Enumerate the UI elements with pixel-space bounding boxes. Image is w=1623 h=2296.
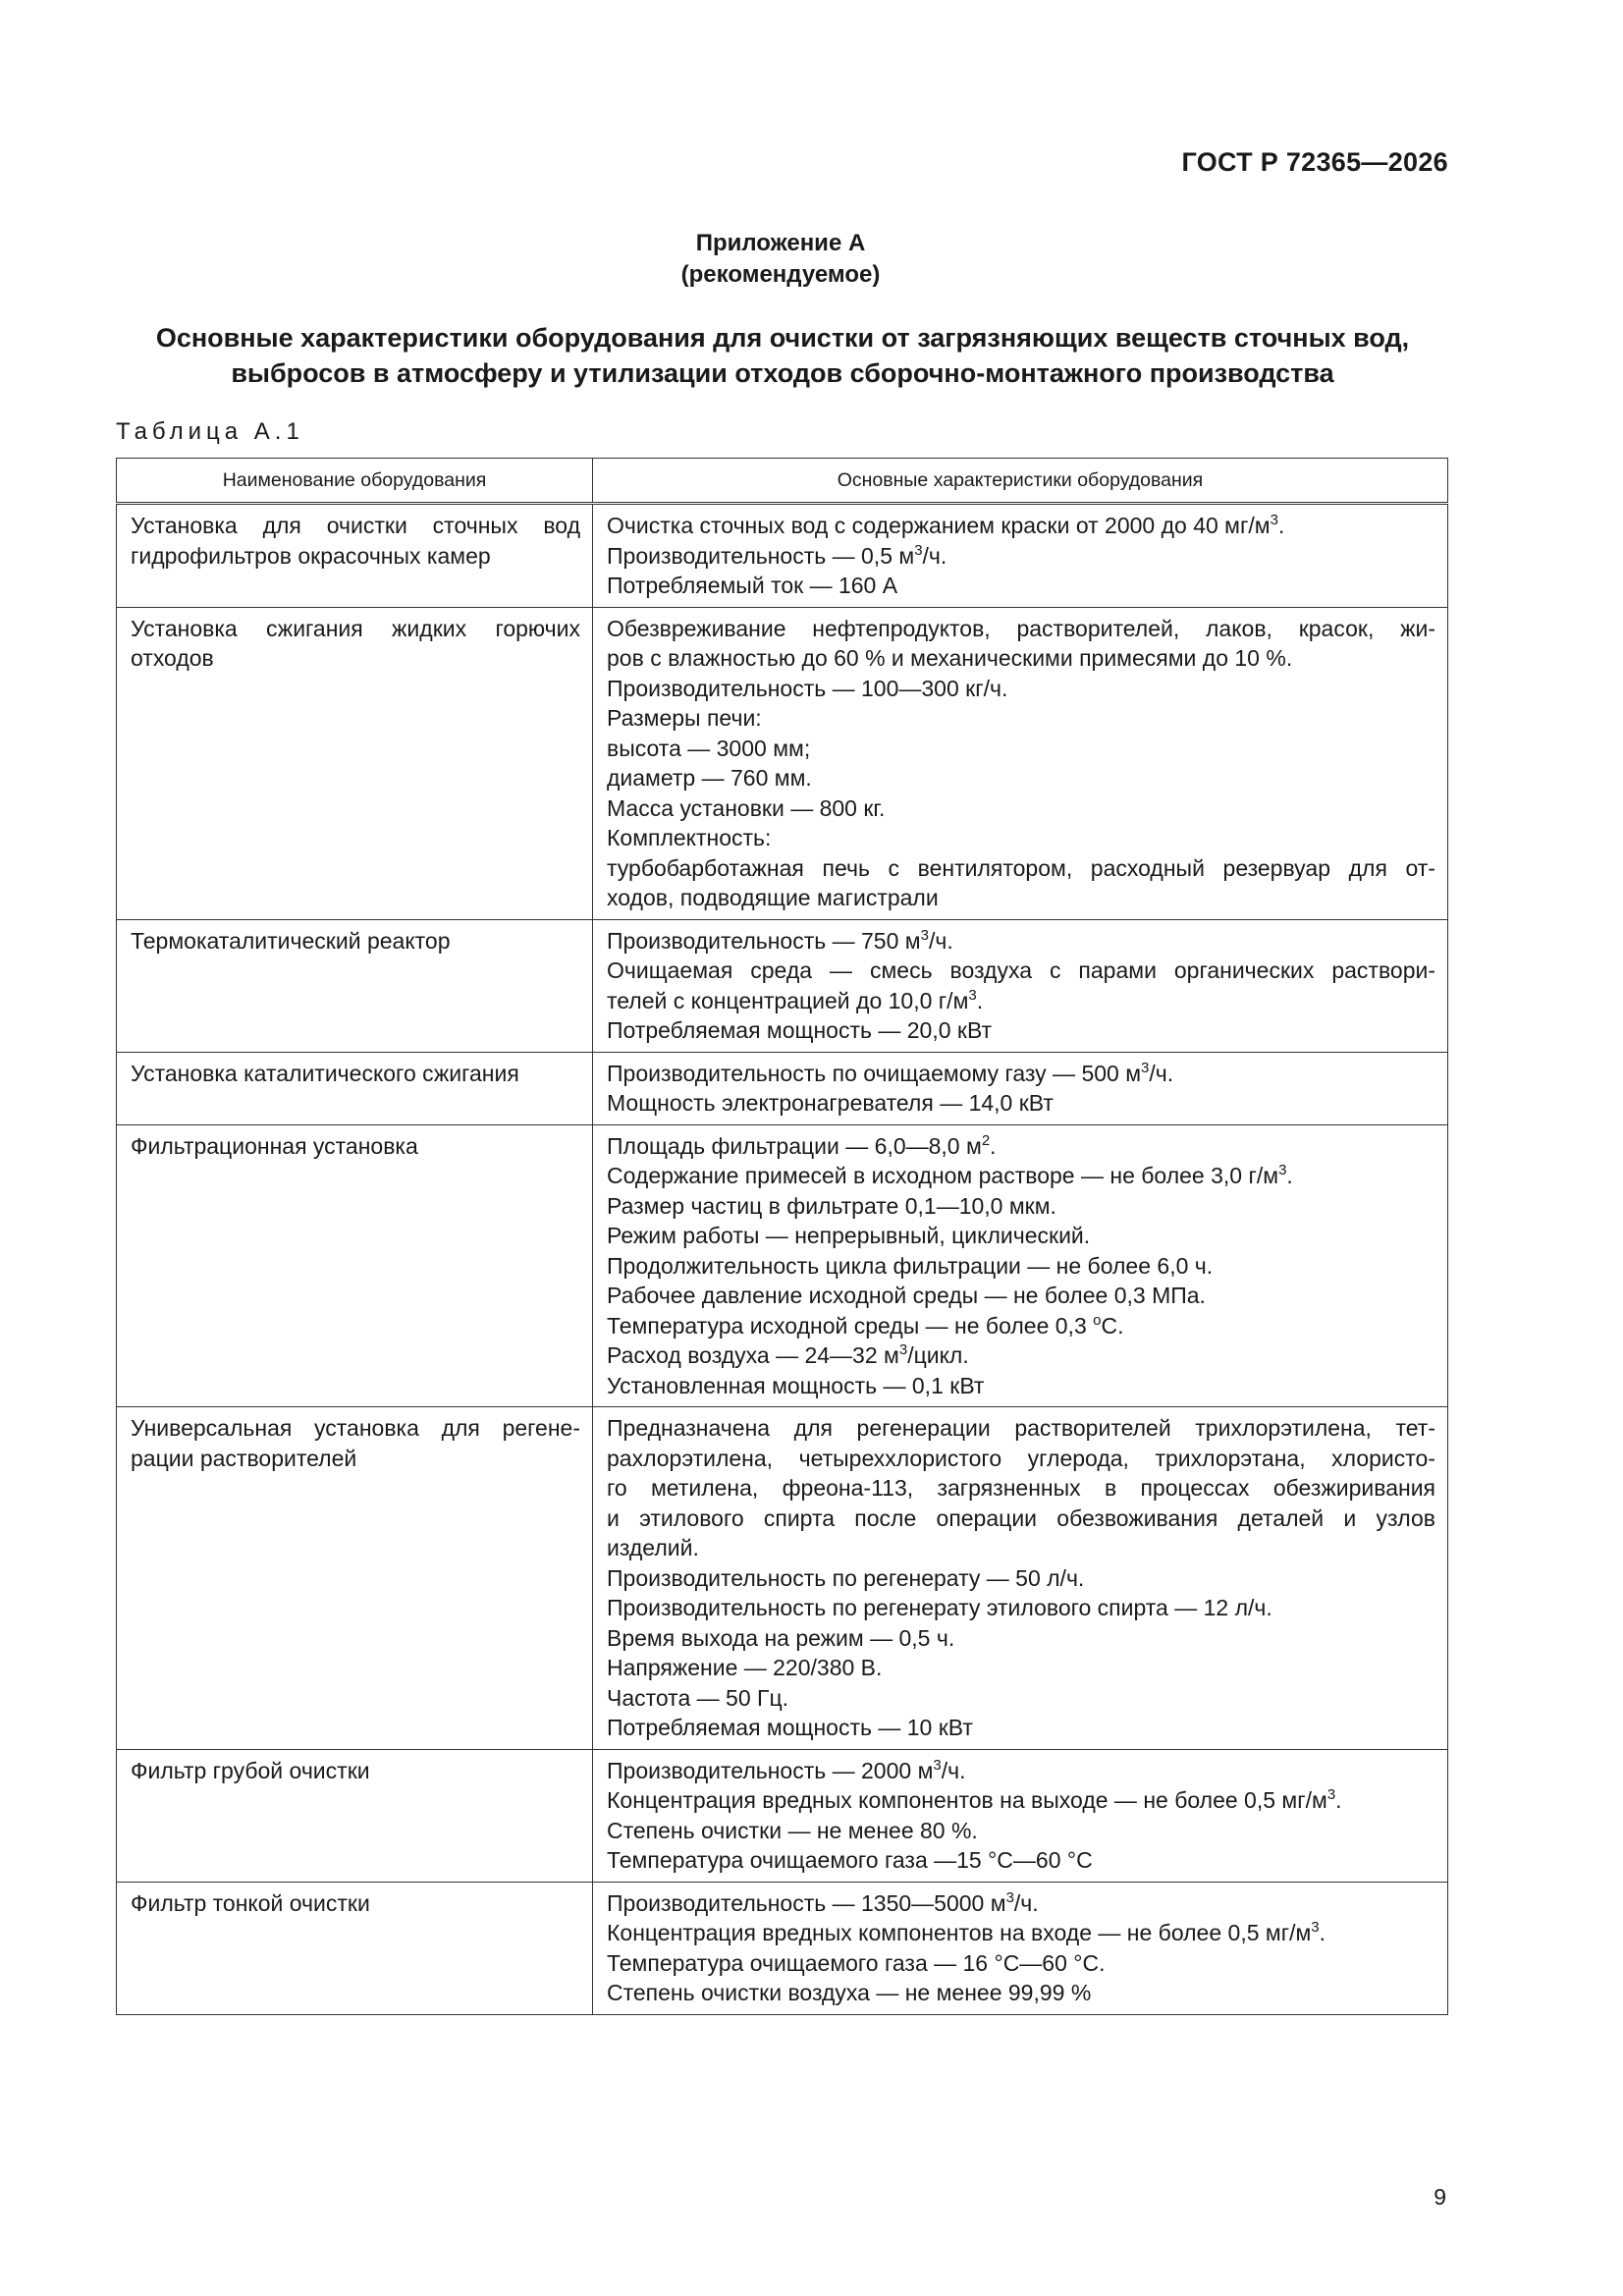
equipment-table <box>116 458 1448 2015</box>
characteristic-line <box>607 1413 1435 1444</box>
characteristic-text-tail: /ч. <box>1013 1889 1039 1916</box>
characteristic-text: Производительность — 100—300 кг/ч. <box>607 675 1008 701</box>
characteristic-text: Расход воздуха — 24—32 м <box>607 1342 899 1368</box>
characteristic-line <box>607 926 1435 957</box>
characteristic-text: Производительность — 750 м <box>607 927 921 954</box>
characteristic-text-tail: С. <box>1101 1312 1124 1339</box>
characteristic-text: и этилового спирта после операции обезвоживания деталей и узлов <box>607 1504 1435 1531</box>
unit-superscript: 2 <box>981 1131 991 1149</box>
characteristic-line <box>607 734 1435 764</box>
unit-superscript: 3 <box>898 1341 908 1358</box>
characteristic-line <box>607 986 1435 1016</box>
characteristic-text: Производительность — 1350—5000 м <box>607 1889 1006 1916</box>
characteristic-text: Обезвреживание нефтепродуктов, растворителей, лаков, красок, жи- <box>607 615 1435 641</box>
characteristic-line <box>607 1623 1435 1654</box>
characteristic-line <box>607 1191 1435 1222</box>
appendix-heading <box>0 228 1561 291</box>
characteristic-text: изделий. <box>607 1535 699 1560</box>
main-title-line-2: выбросов в атмосферу и утилизации отходов сборочно-монтажного производства <box>231 358 1334 388</box>
characteristic-text-tail: . <box>1286 1163 1293 1188</box>
characteristic-line <box>607 763 1435 793</box>
characteristic-text-tail: /ч. <box>1149 1060 1174 1086</box>
characteristic-text: Очищаемая среда — смесь воздуха с парами органических раствори- <box>607 957 1435 983</box>
table-row <box>117 1052 1448 1124</box>
characteristic-text: Содержание примесей в исходном растворе — не более 3,0 г/м <box>607 1163 1279 1188</box>
equipment-name-cell: Фильтр тонкой очистки <box>117 1882 593 2014</box>
characteristic-text: Производительность — 0,5 м <box>607 542 915 569</box>
characteristic-line <box>607 1340 1435 1371</box>
unit-superscript: 3 <box>1326 1786 1336 1803</box>
characteristic-text-tail: . <box>1319 1920 1326 1945</box>
appendix-title: Приложение А <box>695 230 866 256</box>
characteristic-line <box>607 793 1435 824</box>
characteristic-text: Мощность электронагревателя — 14,0 кВт <box>607 1090 1054 1116</box>
characteristic-text: рахлорэтилена, четыреххлористого углерода, трихлорэтана, хлористо- <box>607 1445 1435 1471</box>
characteristic-text: Размер частиц в фильтрате 0,1—10,0 мкм. <box>607 1192 1056 1219</box>
characteristic-line <box>607 1015 1435 1046</box>
equipment-name-cell: Установка каталитического сжигания <box>117 1052 593 1124</box>
table-row <box>117 504 1448 608</box>
characteristic-text: го метилена, фреона-113, загрязненных в процессах обезжиривания <box>607 1475 1435 1501</box>
characteristic-text: Рабочее давление исходной среды — не более 0,3 МПа. <box>607 1283 1206 1308</box>
characteristic-line <box>607 883 1435 913</box>
characteristic-line <box>607 1131 1435 1162</box>
characteristic-line <box>607 1281 1435 1311</box>
unit-superscript: о <box>1093 1311 1102 1329</box>
characteristic-text-tail: . <box>990 1132 997 1159</box>
characteristic-line <box>607 1088 1435 1119</box>
characteristic-line <box>607 571 1435 601</box>
main-title-line-1: Основные характеристики оборудования для очистки от загрязняющих веществ сточных вод, <box>155 323 1410 353</box>
characteristic-text: ходов, подводящие магистрали <box>607 885 939 910</box>
characteristic-text: Концентрация вредных компонентов на выходе — не более 0,5 мг/м <box>607 1787 1327 1813</box>
characteristic-text: высота — 3000 мм; <box>607 735 811 761</box>
characteristic-text: Степень очистки — не менее 80 %. <box>607 1817 978 1843</box>
characteristic-line <box>607 1371 1435 1401</box>
unit-superscript: 3 <box>914 541 923 559</box>
characteristic-text: Концентрация вредных компонентов на входе — не более 0,5 мг/м <box>607 1920 1312 1945</box>
characteristic-line <box>607 1888 1435 1919</box>
characteristic-line <box>607 1683 1435 1714</box>
characteristic-line <box>607 1221 1435 1251</box>
characteristic-text: Время выхода на режим — 0,5 ч. <box>607 1624 955 1651</box>
characteristic-line <box>607 1756 1435 1786</box>
characteristic-text: Температура очищаемого газа —15 °С—60 °С <box>607 1847 1093 1873</box>
characteristic-line <box>607 643 1435 674</box>
characteristic-text: Режим работы — непрерывный, циклический. <box>607 1223 1091 1248</box>
characteristics-cell <box>593 1749 1448 1882</box>
characteristic-line <box>607 1251 1435 1282</box>
appendix-subtitle: (рекомендуемое) <box>680 261 881 288</box>
characteristic-line <box>607 853 1435 884</box>
unit-superscript: 3 <box>968 986 977 1004</box>
characteristic-text: ров с влажностью до 60 % и механическими примесями до 10 %. <box>607 645 1293 671</box>
characteristic-line <box>607 703 1435 734</box>
characteristic-text: Температура очищаемого газа — 16 °С—60 °С. <box>607 1949 1106 1976</box>
characteristics-cell <box>593 919 1448 1052</box>
characteristic-text: Предназначена для регенерации растворителей трихлорэтилена, тет- <box>607 1415 1435 1441</box>
characteristic-line <box>607 1503 1435 1534</box>
characteristic-text: Очистка сточных вод с содержанием краски от 2000 до 40 мг/м <box>607 513 1271 538</box>
table-row <box>117 919 1448 1052</box>
characteristic-text: Масса установки — 800 кг. <box>607 794 886 821</box>
characteristic-line <box>607 956 1435 986</box>
characteristic-line <box>607 1785 1435 1816</box>
characteristic-text: Степень очистки воздуха — не менее 99,99 % <box>607 1980 1092 2005</box>
unit-superscript: 3 <box>1270 512 1278 528</box>
header-equipment-name: Наименование оборудования <box>117 459 593 504</box>
equipment-name-cell: Фильтр грубой очистки <box>117 1749 593 1882</box>
main-title <box>0 320 1565 391</box>
characteristic-line <box>607 511 1435 541</box>
table-body <box>117 504 1448 2015</box>
unit-superscript: 3 <box>1311 1919 1320 1936</box>
header-characteristics: Основные характеристики оборудования <box>593 459 1448 504</box>
table-row <box>117 607 1448 919</box>
characteristic-text: Температура исходной среды — не более 0,3 <box>607 1312 1094 1339</box>
equipment-name-cell: Термокаталитический реактор <box>117 919 593 1052</box>
characteristic-text: Напряжение — 220/380 В. <box>607 1655 883 1680</box>
characteristic-text: Продолжительность цикла фильтрации — не более 6,0 ч. <box>607 1252 1214 1279</box>
characteristic-line <box>607 1473 1435 1503</box>
characteristic-line <box>607 541 1435 572</box>
unit-superscript: 3 <box>933 1756 942 1774</box>
characteristic-text: Комплектность: <box>607 825 772 850</box>
characteristic-text: турбобарботажная печь с вентилятором, расходный резервуар для от- <box>607 854 1435 881</box>
characteristic-line <box>607 1533 1435 1563</box>
table-row <box>117 1882 1448 2014</box>
characteristic-line <box>607 1059 1435 1089</box>
characteristic-text: Потребляемая мощность — 10 кВт <box>607 1715 973 1740</box>
characteristic-text: телей с концентрацией до 10,0 г/м <box>607 987 969 1013</box>
characteristic-text-tail: /ч. <box>928 927 953 954</box>
unit-superscript: 3 <box>920 926 929 944</box>
characteristic-text: Производительность — 2000 м <box>607 1757 934 1783</box>
characteristic-text: Размеры печи: <box>607 705 762 731</box>
table-row <box>117 1407 1448 1750</box>
characteristic-line <box>607 1161 1435 1191</box>
characteristics-cell <box>593 607 1448 919</box>
characteristic-text-tail: /ч. <box>922 542 947 569</box>
equipment-name-cell: Установка сжигания жидких горючих отходов <box>117 607 593 919</box>
characteristic-text-tail: /цикл. <box>907 1342 969 1368</box>
characteristic-text-tail: . <box>1335 1787 1342 1813</box>
table-row <box>117 1749 1448 1882</box>
unit-superscript: 3 <box>1005 1888 1014 1906</box>
table-header-row <box>117 459 1448 504</box>
characteristic-text: Потребляемый ток — 160 А <box>607 573 898 598</box>
characteristic-text: Площадь фильтрации — 6,0—8,0 м <box>607 1132 982 1159</box>
characteristic-line <box>607 1593 1435 1623</box>
characteristics-cell <box>593 504 1448 608</box>
characteristic-text: Частота — 50 Гц. <box>607 1684 789 1711</box>
characteristic-text: Производительность по очищаемому газу — 500 м <box>607 1060 1142 1086</box>
equipment-name-cell: Универсальная установка для регене-рации растворителей <box>117 1407 593 1750</box>
characteristics-cell <box>593 1052 1448 1124</box>
characteristic-text: Потребляемая мощность — 20,0 кВт <box>607 1017 993 1043</box>
characteristic-text-tail: /ч. <box>941 1757 966 1783</box>
document-code: ГОСТ Р 72365—2026 <box>1181 147 1448 177</box>
characteristic-line <box>607 823 1435 853</box>
characteristic-line <box>607 1444 1435 1474</box>
equipment-name-cell: Установка для очистки сточных вод гидрофильтров окрасочных камер <box>117 504 593 608</box>
characteristic-text: Производительность по регенерату — 50 л/ч. <box>607 1564 1085 1591</box>
characteristic-line <box>607 1948 1435 1979</box>
page-number: 9 <box>1434 2184 1446 2210</box>
characteristic-line <box>607 1653 1435 1683</box>
unit-superscript: 3 <box>1141 1059 1150 1076</box>
characteristic-line <box>607 1563 1435 1594</box>
characteristic-line <box>607 614 1435 644</box>
characteristic-line <box>607 1918 1435 1948</box>
characteristic-line <box>607 1311 1435 1341</box>
characteristic-line <box>607 674 1435 704</box>
characteristic-line <box>607 1816 1435 1846</box>
table-row <box>117 1124 1448 1407</box>
characteristics-cell <box>593 1124 1448 1407</box>
characteristic-text: диаметр — 760 мм. <box>607 765 812 791</box>
unit-superscript: 3 <box>1278 1162 1287 1178</box>
characteristics-cell <box>593 1407 1448 1750</box>
characteristic-text-tail: . <box>976 987 984 1013</box>
characteristic-text-tail: . <box>1277 513 1285 538</box>
characteristic-line <box>607 1713 1435 1743</box>
characteristics-cell <box>593 1882 1448 2014</box>
table-caption: Таблица А.1 <box>116 418 304 445</box>
characteristic-text: Производительность по регенерату этилового спирта — 12 л/ч. <box>607 1595 1272 1620</box>
characteristic-text: Установленная мощность — 0,1 кВт <box>607 1372 985 1398</box>
characteristic-line <box>607 1978 1435 2008</box>
characteristic-line <box>607 1845 1435 1876</box>
equipment-name-cell: Фильтрационная установка <box>117 1124 593 1407</box>
